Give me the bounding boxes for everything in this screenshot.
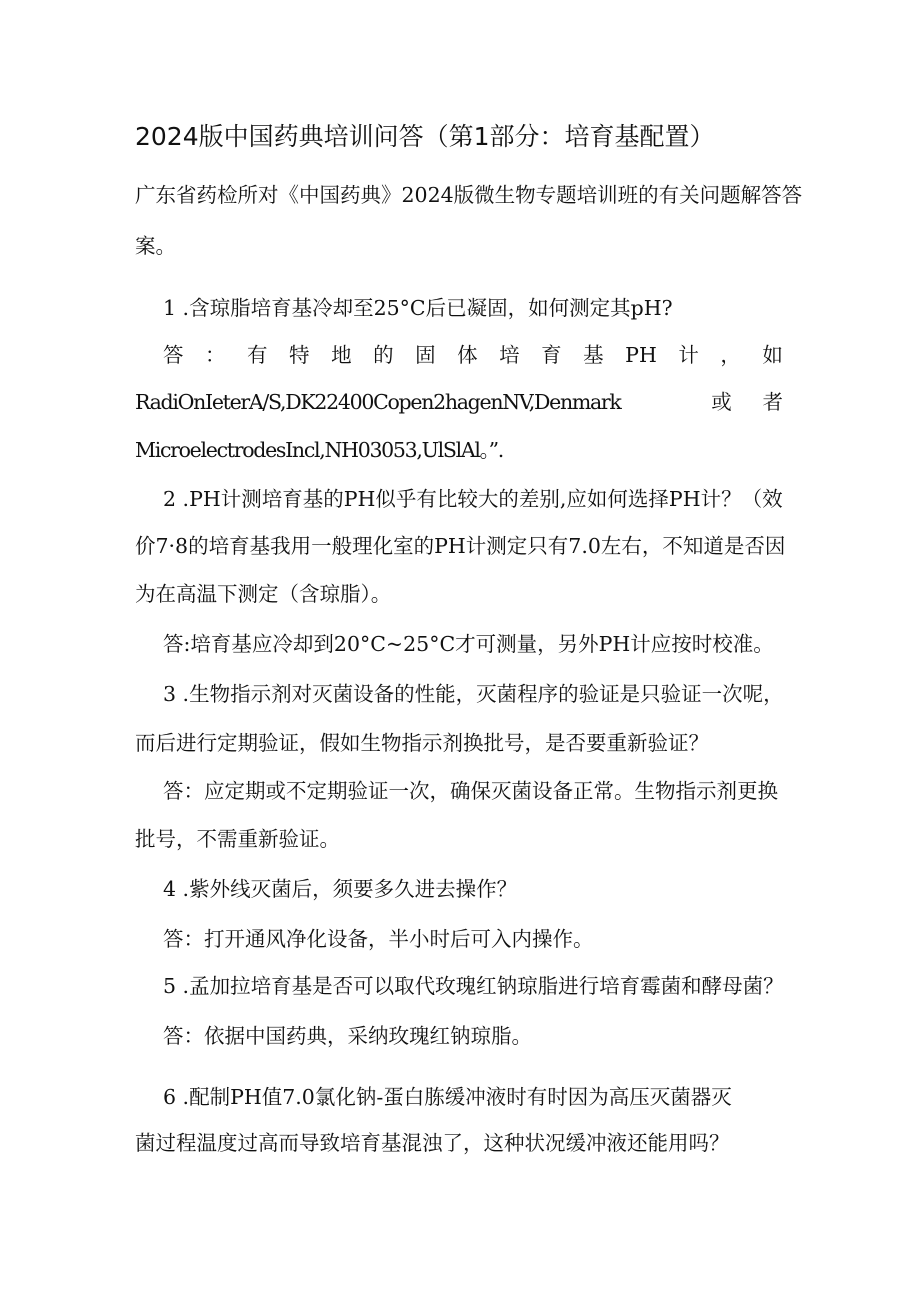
question-3: 3 .生物指示剂对灭菌设备的性能，灭菌程序的验证是只验证一次呢，: [163, 682, 784, 706]
question-5: 5 .孟加拉培育基是否可以取代玫瑰红钠琼脂进行培育霉菌和酵母菌？: [163, 974, 784, 998]
text-fragment: 有: [247, 343, 268, 367]
page-title: 2024版中国药典培训问答（第1部分：培育基配置）: [135, 122, 715, 151]
text-fragment: 培: [499, 343, 520, 367]
text-fragment: 特: [289, 343, 310, 367]
text-fragment: RadiOnIeterA/S,DK22400Copen2hagenNV,Denmark: [135, 390, 621, 414]
question-6: 6 .配制PH值7.0氯化钠-蛋白胨缓冲液时有时因为高压灭菌器灭: [163, 1085, 732, 1109]
intro-line: 广东省药检所对《中国药典》2024版微生物专题培训班的有关问题解答答: [135, 183, 803, 207]
intro-line: 案。: [135, 234, 176, 258]
text-fragment: 育: [541, 343, 562, 367]
text-fragment: 计: [678, 343, 699, 367]
answer-5: 答：依据中国药典，采纳玫瑰红钠琼脂。: [163, 1024, 532, 1048]
text-fragment: 的: [373, 343, 394, 367]
text-fragment: 基: [583, 343, 604, 367]
question-3: 而后进行定期验证，假如生物指示剂换批号，是否要重新验证？: [135, 731, 709, 755]
text-fragment: 体: [457, 343, 478, 367]
text-fragment: 地: [331, 343, 352, 367]
text-fragment: 固: [415, 343, 436, 367]
answer-4: 答：打开通风净化设备，半小时后可入内操作。: [163, 927, 594, 951]
question-2: 价7·8的培育基我用一般理化室的PH计测定只有7.0左右，不知道是否因: [135, 534, 786, 558]
text-fragment: 或: [711, 390, 732, 414]
question-1: 1 .含琼脂培育基冷却至25°C后已凝固，如何测定其pH?: [163, 296, 673, 320]
question-4: 4 .紫外线灭菌后，须要多久进去操作？: [163, 877, 518, 901]
answer-3: 批号，不需重新验证。: [135, 827, 340, 851]
text-fragment: ：: [205, 343, 226, 367]
answer-1-line-2: [135, 388, 783, 416]
answer-2: 答:培育基应冷却到20°C~25°C才可测量，另外PH计应按时校准。: [163, 632, 774, 656]
question-2: 2 .PH计测培育基的PH似乎有比较大的差别,应如何选择PH计？（效: [163, 487, 783, 511]
text-fragment: 答: [163, 343, 184, 367]
text-fragment: 如: [762, 343, 783, 367]
answer-1-line-3: MicroelectrodesIncl,NH03053,UlSlAl。”.: [135, 438, 503, 462]
text-fragment: 者: [762, 390, 783, 414]
text-fragment: PH: [625, 343, 657, 367]
answer-1-line-1: [163, 341, 783, 369]
text-fragment: ，: [720, 343, 741, 367]
question-6: 菌过程温度过高而导致培育基混浊了，这种状况缓冲液还能用吗？: [135, 1131, 730, 1155]
question-2: 为在高温下测定（含琼脂）。: [135, 582, 392, 606]
answer-3: 答：应定期或不定期验证一次，确保灭菌设备正常。生物指示剂更换: [163, 779, 778, 803]
